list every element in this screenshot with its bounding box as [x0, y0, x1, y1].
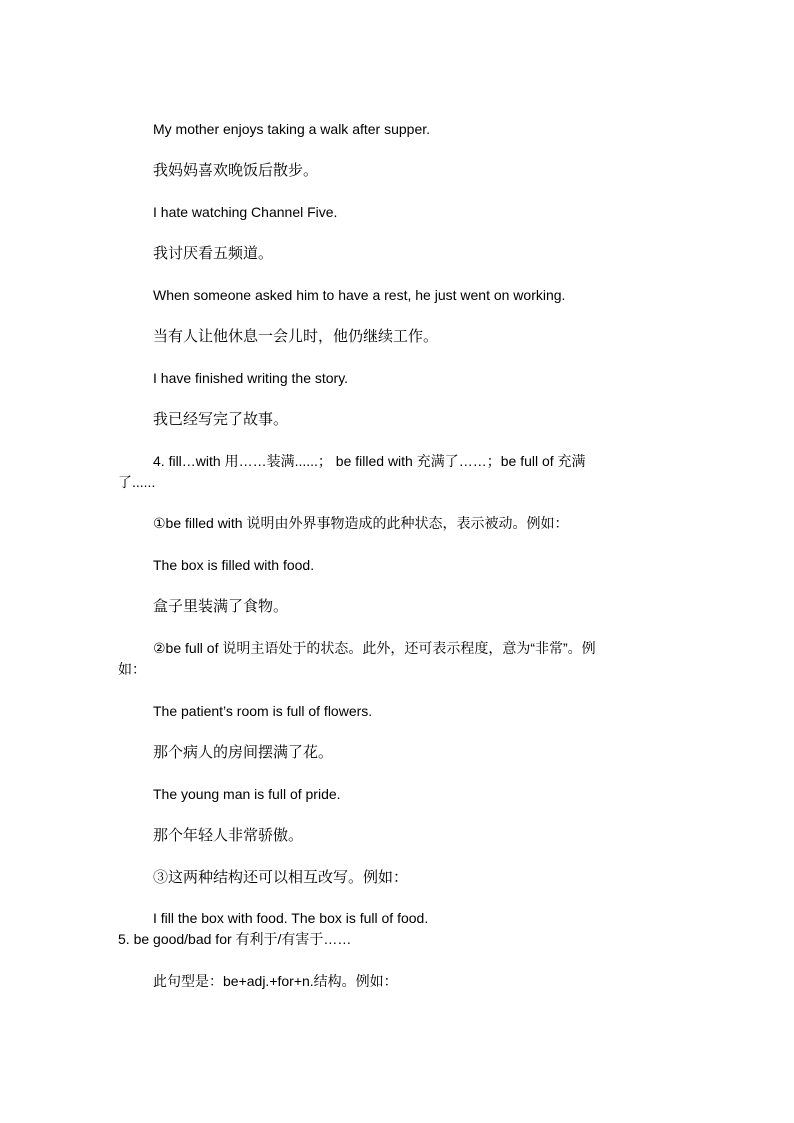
explanation-point-3: ③这两种结构还可以相互改写。例如： [153, 868, 409, 886]
example-sentence-en: The patient’s room is full of flowers. [153, 703, 373, 719]
section-heading-4-continued: 了...... [118, 474, 156, 490]
example-sentence-zh: 当有人让他休息一会儿时，他仍继续工作。 [153, 327, 439, 345]
example-sentence-zh: 那个年轻人非常骄傲。 [153, 826, 304, 844]
section-heading-5: 5. be good/bad for 有利于/有害于…… [118, 931, 352, 947]
example-sentence-zh: 那个病人的房间摆满了花。 [153, 743, 334, 761]
example-sentence-en: The young man is full of pride. [153, 786, 341, 802]
example-sentence-en: The box is filled with food. [153, 557, 315, 573]
example-sentence-en: I have finished writing the story. [153, 370, 349, 386]
explanation-point-2: ②be full of 说明主语处于的状态。此外，还可表示程度，意为“非常”。例 [153, 640, 596, 656]
example-sentence-en: I fill the box with food. The box is full of food. [153, 910, 429, 926]
example-sentence-zh: 我妈妈喜欢晚饭后散步。 [153, 161, 319, 179]
example-sentence-en: When someone asked him to have a rest, he just went on working. [153, 287, 566, 303]
example-sentence-zh: 盒子里装满了食物。 [153, 597, 289, 615]
section-heading-4: 4. fill…with 用……装满......； be filled with 充满了……；be full of 充满 [153, 453, 586, 469]
example-sentence-zh: 我已经写完了故事。 [153, 410, 289, 428]
example-sentence-en: My mother enjoys taking a walk after supper. [153, 121, 431, 137]
explanation-point-1: ①be filled with 说明由外界事物造成的此种状态，表示被动。例如： [153, 515, 569, 531]
example-sentence-en: I hate watching Channel Five. [153, 204, 338, 220]
pattern-explanation: 此句型是：be+adj.+for+n.结构。例如： [153, 973, 398, 989]
explanation-point-2-continued: 如： [118, 661, 146, 677]
example-sentence-zh: 我讨厌看五频道。 [153, 244, 274, 262]
